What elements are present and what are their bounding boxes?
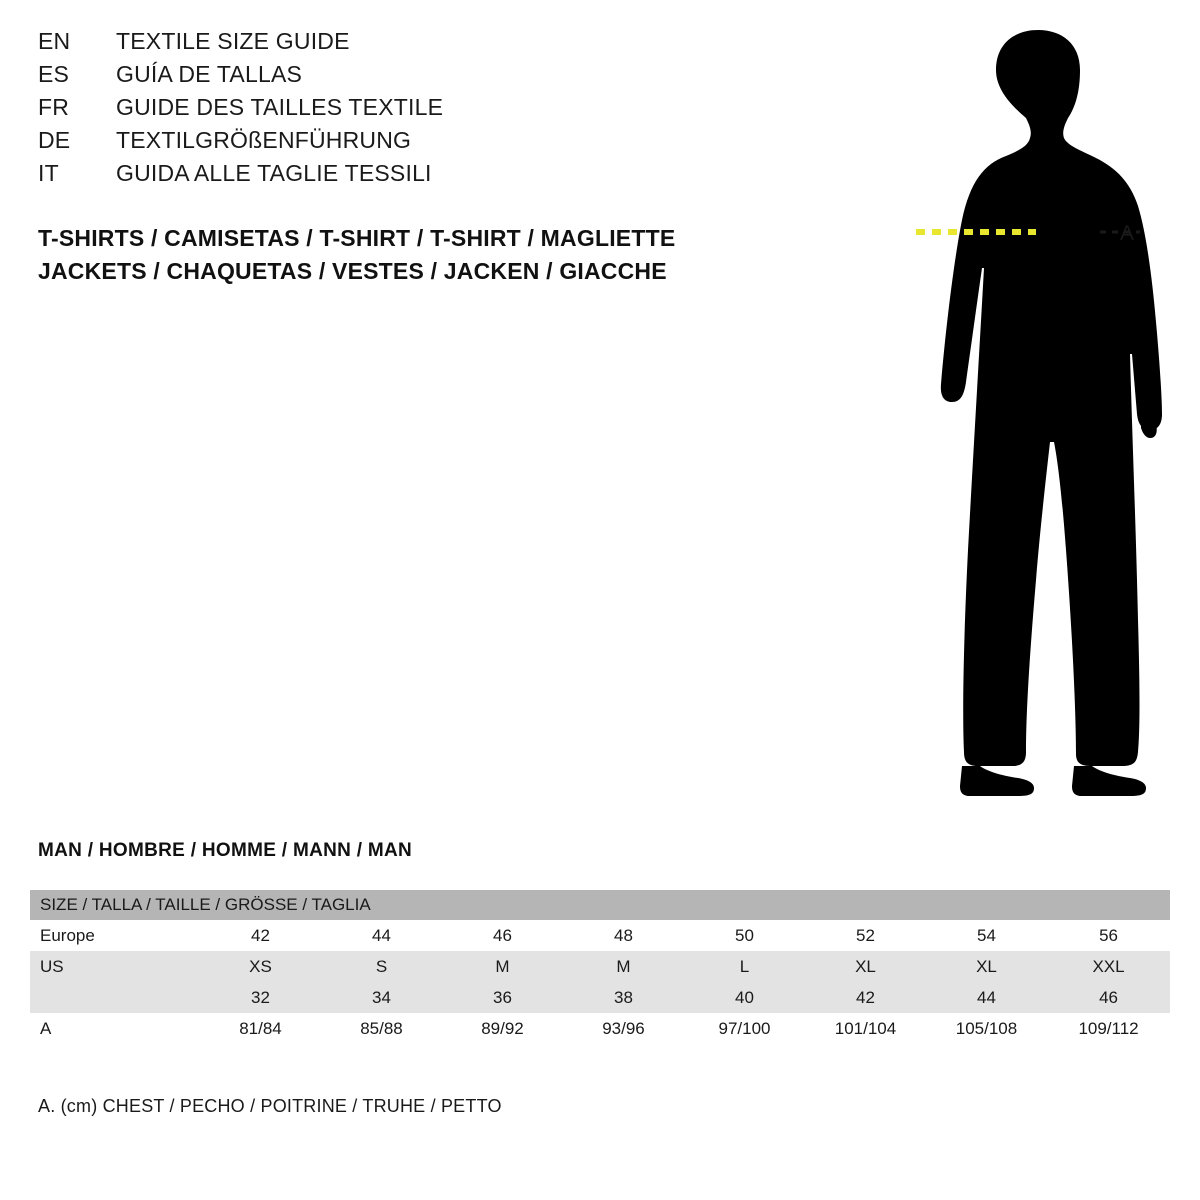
table-row xyxy=(30,1013,1170,1044)
table-header-label: SIZE / TALLA / TAILLE / GRÖSSE / TAGLIA xyxy=(30,890,1170,920)
table-row xyxy=(30,951,1170,982)
language-title-en: TEXTILE SIZE GUIDE xyxy=(116,28,350,54)
cell-a-2: 89/92 xyxy=(442,1013,563,1044)
table-section-title: MAN / HOMBRE / HOMME / MANN / MAN xyxy=(38,840,413,861)
measure-label-a: A xyxy=(1120,222,1135,245)
male-silhouette-figure xyxy=(800,10,1200,800)
garment-line-jackets: JACKETS / CHAQUETAS / VESTES / JACKEN / GIACCHE xyxy=(38,258,667,284)
language-row-en xyxy=(38,28,758,61)
measurement-footnote: A. (cm) CHEST / PECHO / POITRINE / TRUHE / PETTO xyxy=(38,1096,502,1116)
language-code-en: EN xyxy=(38,28,71,54)
language-header-block xyxy=(38,28,758,193)
cell-europe-5: 52 xyxy=(805,920,926,951)
language-title-it: GUIDA ALLE TAGLIE TESSILI xyxy=(116,160,432,186)
garment-type-lines xyxy=(38,222,798,288)
cell-numeric-0: 32 xyxy=(200,982,321,1013)
cell-numeric-4: 40 xyxy=(684,982,805,1013)
cell-numeric-6: 44 xyxy=(926,982,1047,1013)
language-row-it xyxy=(38,160,758,193)
cell-a-5: 101/104 xyxy=(805,1013,926,1044)
table-header-row xyxy=(30,890,1170,920)
language-title-de: TEXTILGRÖßENFÜHRUNG xyxy=(116,127,412,153)
cell-us-4: L xyxy=(684,951,805,982)
language-row-es xyxy=(38,61,758,94)
cell-us-0: XS xyxy=(200,951,321,982)
table-row xyxy=(30,920,1170,951)
language-code-fr: FR xyxy=(38,94,70,120)
language-code-it: IT xyxy=(38,160,59,186)
row-label-europe: Europe xyxy=(30,920,200,951)
cell-a-3: 93/96 xyxy=(563,1013,684,1044)
cell-numeric-1: 34 xyxy=(321,982,442,1013)
cell-a-6: 105/108 xyxy=(926,1013,1047,1044)
cell-a-4: 97/100 xyxy=(684,1013,805,1044)
table-row xyxy=(30,982,1170,1013)
cell-us-3: M xyxy=(563,951,684,982)
silhouette-shape xyxy=(941,30,1162,796)
row-label-numeric xyxy=(30,982,200,1013)
language-code-es: ES xyxy=(38,61,70,87)
cell-us-2: M xyxy=(442,951,563,982)
cell-europe-4: 50 xyxy=(684,920,805,951)
cell-numeric-5: 42 xyxy=(805,982,926,1013)
cell-europe-0: 42 xyxy=(200,920,321,951)
cell-a-1: 85/88 xyxy=(321,1013,442,1044)
language-title-es: GUÍA DE TALLAS xyxy=(116,61,303,87)
cell-us-1: S xyxy=(321,951,442,982)
row-label-a: A xyxy=(30,1013,200,1044)
row-label-us: US xyxy=(30,951,200,982)
size-table xyxy=(30,890,1170,1044)
cell-europe-2: 46 xyxy=(442,920,563,951)
cell-europe-7: 56 xyxy=(1047,920,1170,951)
cell-europe-1: 44 xyxy=(321,920,442,951)
cell-europe-6: 54 xyxy=(926,920,1047,951)
language-row-de xyxy=(38,127,758,160)
cell-us-5: XL xyxy=(805,951,926,982)
cell-a-7: 109/112 xyxy=(1047,1013,1170,1044)
cell-numeric-3: 38 xyxy=(563,982,684,1013)
cell-europe-3: 48 xyxy=(563,920,684,951)
cell-a-0: 81/84 xyxy=(200,1013,321,1044)
garment-line-tshirts: T-SHIRTS / CAMISETAS / T-SHIRT / T-SHIRT / MAGLIETTE xyxy=(38,225,676,251)
language-code-de: DE xyxy=(38,127,71,153)
cell-us-6: XL xyxy=(926,951,1047,982)
cell-us-7: XXL xyxy=(1047,951,1170,982)
language-row-fr xyxy=(38,94,758,127)
language-title-fr: GUIDE DES TAILLES TEXTILE xyxy=(116,94,444,120)
cell-numeric-2: 36 xyxy=(442,982,563,1013)
cell-numeric-7: 46 xyxy=(1047,982,1170,1013)
